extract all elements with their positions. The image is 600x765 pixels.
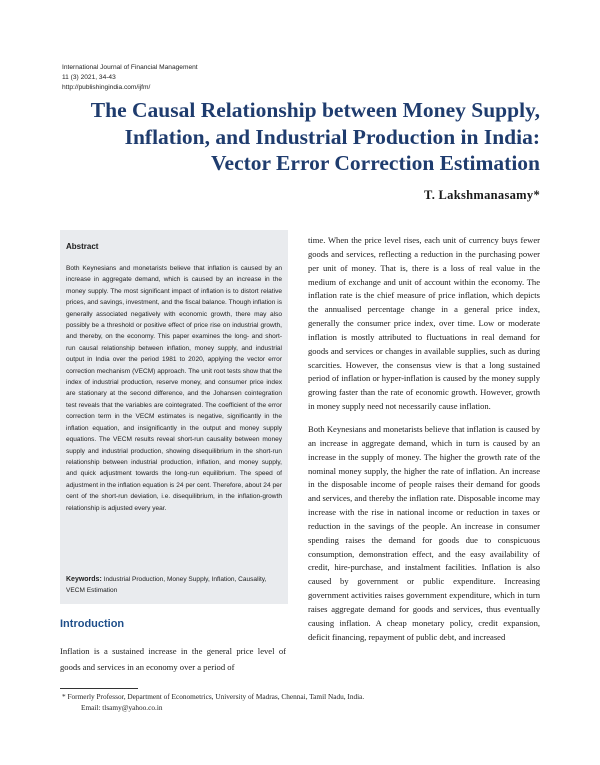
keywords-label: Keywords: bbox=[66, 576, 102, 583]
footnote-divider bbox=[60, 688, 138, 689]
paper-title bbox=[62, 97, 540, 177]
journal-issue: 11 (3) 2021, 34-43 bbox=[62, 74, 116, 81]
introduction-heading: Introduction bbox=[60, 618, 125, 630]
paragraph-1: time. When the price level rises, each unit of currency buys fewer goods and services, reflecting a reduction in the purchasing power per unit of money. That is, there is a loss of real value in the medium of exchange and unit of account within the economy. The inflation rate is the chief measure of price inflation, which depicts the annualised percentage change in a general price index, generally the consumer price index, over time. Low or moderate inflation is mostly attributed to fluctuations in real demand for goods and services or changes in available supplies, such as during scarcities. However, the consensus view is that a long sustained period of inflation or hyper-inflation is caused by the money supply growing faster than the rate of economic growth. However, growth in money supply need not necessarily cause inflation. bbox=[308, 235, 540, 412]
title-line-2: Inflation, and Industrial Production in India: bbox=[124, 124, 540, 149]
paragraph-2: Both Keynesians and monetarists believe that inflation is caused by an increase in aggregate demand, which in turn is caused by an increase in the supply of money. The higher the growth rate of the nominal money supply, the higher the rate of inflation. An increase in the disposable income of people raises their demand for goods and services, and thereby the inflation rate. Disposable income may increase with the rise in national income or reduction in taxes or reduction in the savings of the people. An increase in consumer spending raises the demand for goods due to conspicuous consumption, demonstration effect, and the easy availability of credit, hire-purchase, and instalment facilities. Inflation is also caused by government or public expenditure. Increasing government activities raises government expenditure, which in turn raises aggregate demand for goods and services, thus eventually causing inflation. A cheap monetary policy, credit expansion, deficit financing, repayment of public debt, and increased bbox=[308, 423, 540, 642]
keywords-text: Industrial Production, Money Supply, Inflation, Causality, VECM Estimation bbox=[66, 576, 267, 595]
author-name: T. Lakshmanasamy* bbox=[423, 188, 540, 202]
footnote-email: Email: tlsamy@yahoo.co.in bbox=[81, 703, 163, 712]
introduction-text: Inflation is a sustained increase in the general price level of goods and services in an economy over a period of bbox=[60, 646, 286, 673]
title-line-1: The Causal Relationship between Money Supply, bbox=[90, 98, 540, 122]
abstract-heading: Abstract bbox=[66, 242, 99, 251]
journal-meta bbox=[62, 63, 198, 93]
keywords bbox=[66, 574, 282, 597]
right-column bbox=[308, 234, 540, 644]
journal-url[interactable]: http://publishingindia.com/ijfm/ bbox=[62, 84, 151, 91]
footnote-affiliation: * Formerly Professor, Department of Econometrics, University of Madras, Chennai, Tamil Nadu, India. bbox=[62, 692, 365, 701]
abstract-text: Both Keynesians and monetarists believe that inflation is caused by an increase in aggregate demand, which is caused by an increase in the money supply. The most significant impact of inflation is to distort relative prices, and savings, investment, and the fiscal balance. Though inflation is generally associated negatively with economic growth, there may also possibly be a threshold or positive effect of price rise on industrial growth, and thereby, on the economy. This paper examines the long- and short-run causal relationship between inflation, money supply, and industrial output in India over the period 1981 to 2020, applying the vector error correction mechanism (VECM) approach. The unit root tests show that the index of industrial production, reserve money, and consumer price index are stationary at the second difference, and the Johansen cointegration test reveals that the variables are cointegrated. The coefficient of the error correction term in the VECM estimates is negative, significantly in the inflation equation, and insignificantly in the output and money supply equations. The VECM results reveal short-run causality between money supply and industrial production, showing disequilibrium in the short-run relationship between industrial production, inflation, and money supply, and quick adjustment towards the long-run equilibrium. The speed of adjustment in the inflation equation is 24 per cent. Therefore, about 24 per cent of the short-run deviation, i.e. disequilibrium, in the inflation-growth relationship is adjusted every year. bbox=[66, 265, 282, 512]
title-line-3: Vector Error Correction Estimation bbox=[210, 151, 540, 175]
journal-name: International Journal of Financial Management bbox=[62, 64, 198, 71]
footnote bbox=[62, 691, 364, 713]
